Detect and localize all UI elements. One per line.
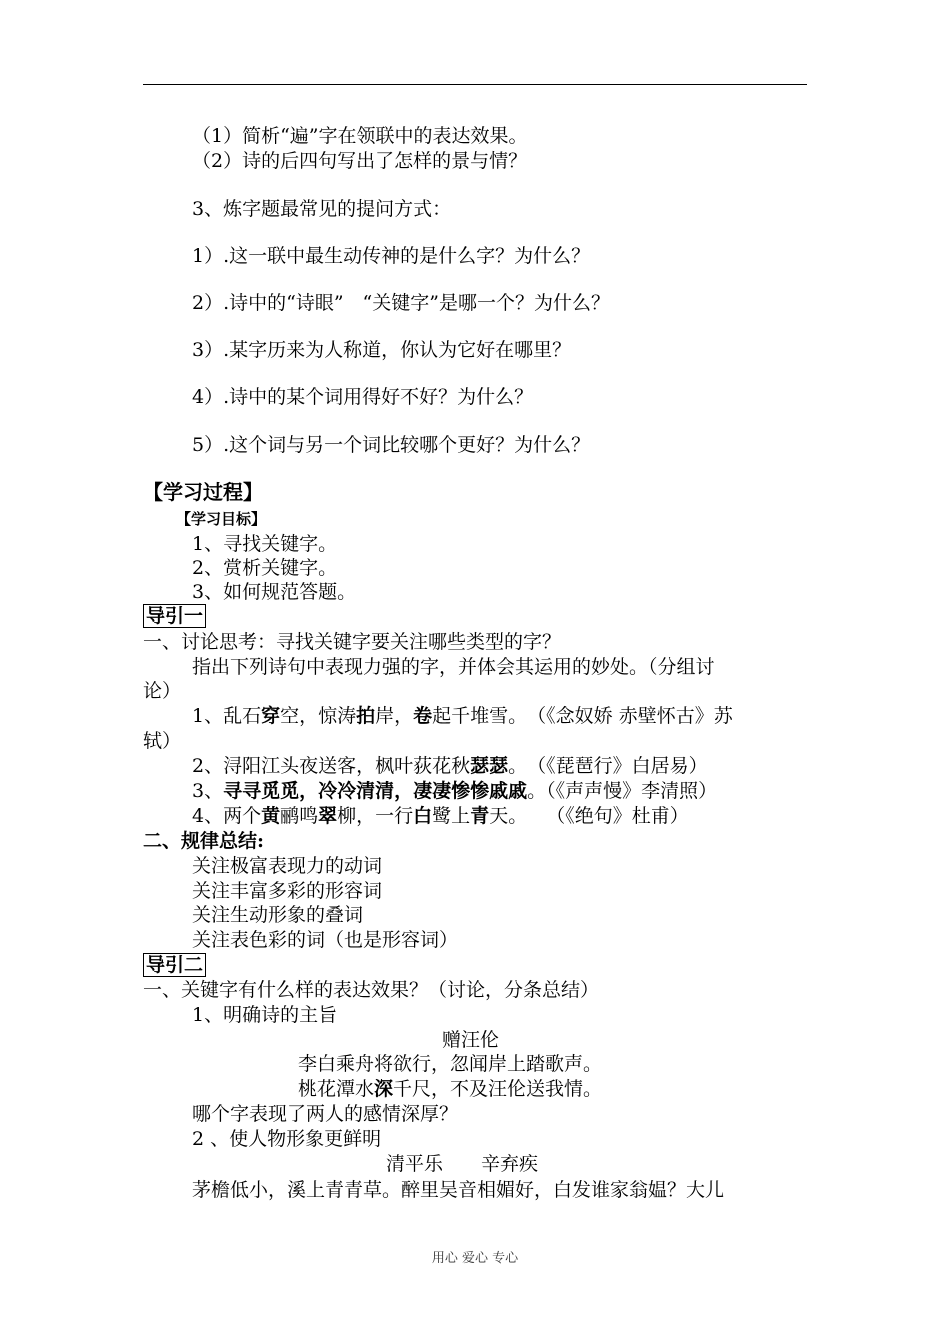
rule-item: 关注生动形象的叠词 bbox=[192, 904, 364, 926]
rule-item: 关注极富表现力的动词 bbox=[192, 855, 383, 877]
ask-item: 5）.这个词与另一个词比较哪个更好？为什么？ bbox=[192, 434, 591, 456]
guide-1-label: 导引一 bbox=[143, 604, 206, 628]
poem-line-1: 李白乘舟将欲行，忽闻岸上踏歌声。 bbox=[298, 1053, 603, 1075]
question-1: （1）简析“遍”字在领联中的表达效果。 bbox=[192, 125, 528, 147]
ask-item: 2）.诗中的“诗眼” “关键字”是哪一个？为什么？ bbox=[192, 292, 610, 314]
point-2: 2 、使人物形象更鲜明 bbox=[192, 1128, 382, 1150]
guide-1-instruction: 指出下列诗句中表现力强的字，并体会其运用的妙处。（分组讨 bbox=[192, 656, 715, 678]
guide-1-instruction-wrap: 论） bbox=[143, 680, 182, 702]
example-2: 2、浔阳江头夜送客，枫叶荻花秋瑟瑟。 （《琵琶行》白居易） bbox=[192, 755, 708, 777]
goal-item: 2、赏析关键字。 bbox=[192, 557, 338, 579]
goal-title: 【学习目标】 bbox=[176, 510, 267, 528]
ask-item: 4）.诗中的某个词用得好不好？为什么？ bbox=[192, 386, 534, 408]
page-footer: 用心 爱心 专心 bbox=[431, 1251, 519, 1266]
example-1-wrap: 轼） bbox=[143, 730, 182, 752]
guide-1-heading: 一、讨论思考：寻找关键字要关注哪些类型的字？ bbox=[143, 631, 562, 653]
ask-item: 1）.这一联中最生动传神的是什么字？为什么？ bbox=[192, 245, 591, 267]
poem-2-line-1: 茅檐低小，溪上青青草。醉里吴音相媚好，白发谁家翁媪？大儿 bbox=[192, 1179, 725, 1201]
example-4: 4、两个黄鹂鸣翠柳，一行白鹭上青天。 （《绝句》杜甫） bbox=[192, 805, 689, 827]
example-3: 3、寻寻觅觅，冷冷清清，凄凄惨惨戚戚。（《声声慢》李清照） bbox=[192, 780, 718, 802]
goal-item: 1、寻找关键字。 bbox=[192, 533, 338, 555]
guide-2-heading: 一、关键字有什么样的表达效果？（讨论，分条总结） bbox=[143, 979, 600, 1001]
poem-2-title: 清平乐 辛弃疾 bbox=[386, 1153, 539, 1175]
rule-item: 关注表色彩的词（也是形容词） bbox=[192, 929, 459, 951]
header-rule bbox=[143, 84, 807, 85]
process-title: 【学习过程】 bbox=[143, 480, 263, 504]
goal-item: 3、如何规范答题。 bbox=[192, 581, 357, 603]
question-2: （2）诗的后四句写出了怎样的景与情？ bbox=[192, 150, 528, 172]
guide-2-label: 导引二 bbox=[143, 953, 206, 977]
poem-question: 哪个字表现了两人的感情深厚？ bbox=[192, 1103, 459, 1125]
ask-item: 3）.某字历来为人称道，你认为它好在哪里？ bbox=[192, 339, 572, 361]
poem-title: 赠汪伦 bbox=[442, 1029, 500, 1051]
example-1: 1、乱石穿空，惊涛拍岸，卷起千堆雪。 （《念奴娇 赤壁怀古》苏 bbox=[192, 705, 733, 727]
poem-line-2: 桃花潭水深千尺，不及汪伦送我情。 bbox=[298, 1078, 603, 1100]
rules-heading: 二、规律总结: bbox=[143, 830, 265, 852]
section-3-heading: 3、炼字题最常见的提问方式： bbox=[192, 198, 452, 220]
rule-item: 关注丰富多彩的形容词 bbox=[192, 880, 383, 902]
point-1: 1、明确诗的主旨 bbox=[192, 1004, 338, 1026]
